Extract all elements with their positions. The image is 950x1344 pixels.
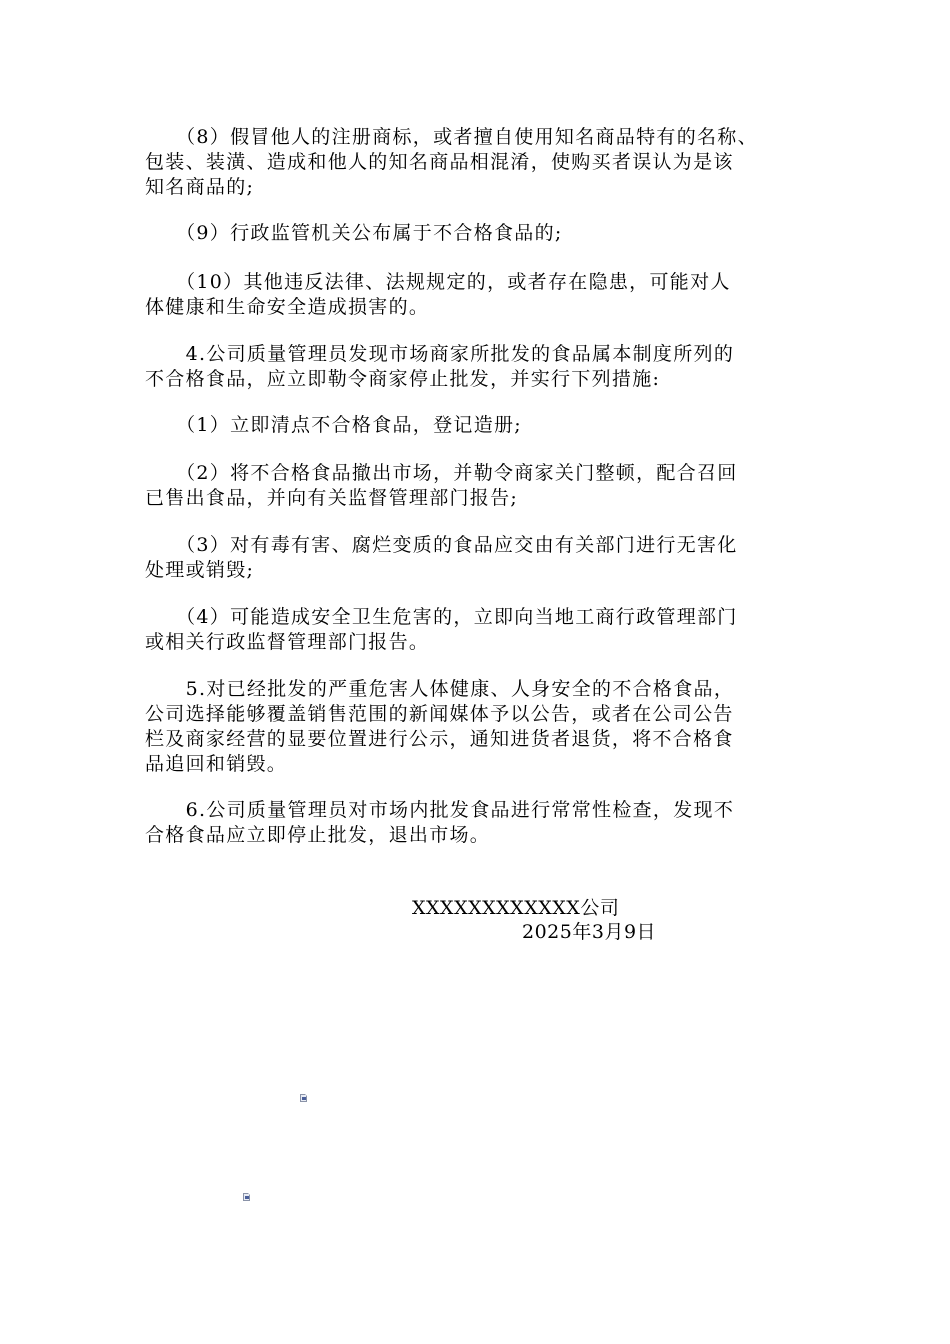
text-line: 公司选择能够覆盖销售范围的新闻媒体予以公告，或者在公司公告 (145, 703, 734, 725)
text-line: 5.对已经批发的严重危害人体健康、人身安全的不合格食品， (145, 678, 735, 700)
text-line: （9）行政监管机关公布属于不合格食品的; (145, 222, 563, 244)
text-line: 体健康和生命安全造成损害的。 (145, 296, 430, 318)
signature-company: XXXXXXXXXXXX公司 (412, 897, 620, 919)
text-line: 包装、装潢、造成和他人的知名商品相混淆，使购买者误认为是该 (145, 151, 734, 173)
measure-3 (145, 533, 805, 583)
text-line: 知名商品的; (145, 176, 255, 198)
text-line: 6.公司质量管理员对市场内批发食品进行常常性检查，发现不 (145, 799, 735, 821)
paragraph-item-8 (145, 125, 805, 200)
text-line: 品追回和销毁。 (145, 753, 288, 775)
text-line: （1）立即清点不合格食品，登记造册; (145, 414, 522, 436)
measure-2 (145, 461, 805, 511)
text-line: 合格食品应立即停止批发，退出市场。 (145, 824, 491, 846)
section-4 (145, 342, 805, 392)
text-line: 已售出食品，并向有关监督管理部门报告; (145, 487, 519, 509)
text-line: （8）假冒他人的注册商标，或者擅自使用知名商品特有的名称、 (145, 126, 758, 148)
text-line: （2）将不合格食品撤出市场，并勒令商家关门整顿，配合召回 (145, 462, 738, 484)
text-line: 或相关行政监督管理部门报告。 (145, 631, 430, 653)
broken-image-icon (243, 1193, 252, 1202)
text-line: 4.公司质量管理员发现市场商家所批发的食品属本制度所列的 (145, 343, 735, 365)
measure-4 (145, 605, 805, 655)
text-line: 处理或销毁; (145, 559, 255, 581)
paragraph-item-9 (145, 221, 805, 246)
text-line: （3）对有毒有害、腐烂变质的食品应交由有关部门进行无害化 (145, 534, 738, 556)
section-5 (145, 677, 805, 777)
text-line: （4）可能造成安全卫生危害的，立即向当地工商行政管理部门 (145, 606, 738, 628)
text-line: 不合格食品，应立即勒令商家停止批发，并实行下列措施: (145, 368, 661, 390)
text-line: （10）其他违反法律、法规规定的，或者存在隐患，可能对人 (145, 271, 731, 293)
signature-date: 2025年3月9日 (522, 921, 657, 943)
paragraph-item-10 (145, 270, 805, 320)
text-line: 栏及商家经营的显要位置进行公示，通知进货者退货，将不合格食 (145, 728, 734, 750)
broken-image-icon (300, 1094, 309, 1103)
measure-1 (145, 413, 805, 438)
section-6 (145, 798, 805, 848)
